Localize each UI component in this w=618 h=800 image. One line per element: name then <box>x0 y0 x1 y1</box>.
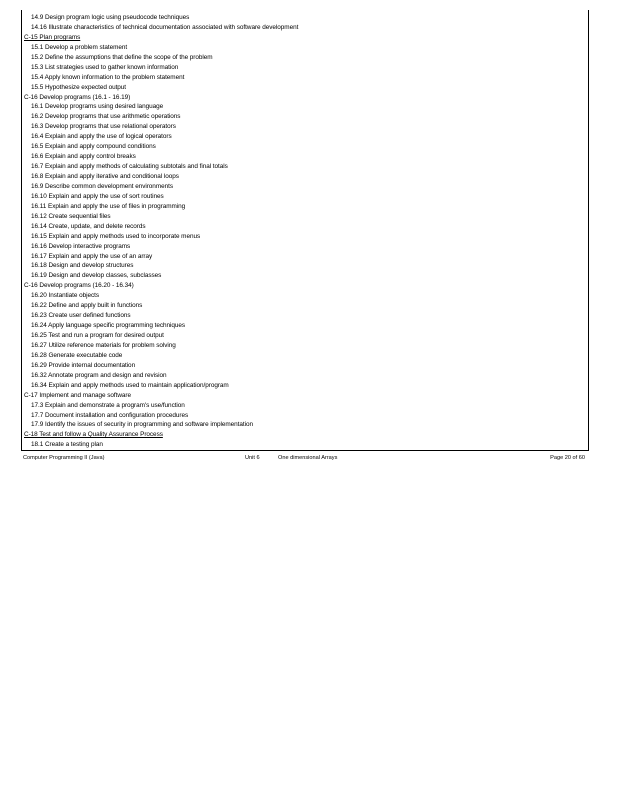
standard-item-text: 15.1 Develop a problem statement <box>31 43 128 51</box>
standard-item <box>22 222 588 232</box>
standard-item <box>22 73 588 83</box>
standard-item-text: 16.7 Explain and apply methods of calculating subtotals and final totals <box>31 163 228 171</box>
content-frame <box>21 10 589 451</box>
standard-item <box>22 202 588 212</box>
standard-item-text: 16.15 Explain and apply methods used to incorporate menus <box>31 232 201 240</box>
standard-item <box>22 152 588 162</box>
standard-item-text: 16.17 Explain and apply the use of an array <box>31 252 153 260</box>
standard-item <box>22 63 588 73</box>
standard-item <box>22 420 588 430</box>
competency-heading <box>22 391 588 401</box>
standard-item-text: 16.23 Create user defined functions <box>31 312 131 320</box>
standard-item-text: 16.18 Design and develop structures <box>31 262 134 270</box>
standard-item <box>22 232 588 242</box>
standard-item <box>22 371 588 381</box>
standard-item <box>22 182 588 192</box>
standard-item-text: 16.29 Provide internal documentation <box>31 361 136 369</box>
standard-item-text: 16.4 Explain and apply the use of logical operators <box>31 133 172 141</box>
standard-item <box>22 53 588 63</box>
standard-item <box>22 43 588 53</box>
footer-unit: Unit 6 <box>245 455 260 461</box>
standard-item-text: 15.4 Apply known information to the problem statement <box>31 73 185 81</box>
competency-heading-text: C-18 Test and follow a Quality Assurance Process <box>24 431 163 439</box>
standard-item <box>22 192 588 202</box>
standard-item-text: 16.16 Develop interactive programs <box>31 242 131 250</box>
standard-item-text: 16.6 Explain and apply control breaks <box>31 153 136 161</box>
competency-heading-text: C-16 Develop programs (16.20 - 16.34) <box>24 282 134 290</box>
standard-item <box>22 331 588 341</box>
standard-item-text: 16.34 Explain and apply methods used to maintain application/program <box>31 381 229 389</box>
standard-item <box>22 361 588 371</box>
standard-item-text: 16.12 Create sequential files <box>31 212 111 220</box>
standard-item <box>22 132 588 142</box>
standard-item-text: 17.7 Document installation and configuration procedures <box>31 411 189 419</box>
standard-item-text: 15.3 List strategies used to gather known information <box>31 63 179 71</box>
standard-item-text: 16.1 Develop programs using desired language <box>31 103 164 111</box>
standard-item-text: 16.2 Develop programs that use arithmetic operations <box>31 113 181 121</box>
competency-heading-text: C-15 Plan programs <box>24 33 81 41</box>
standard-item-text: 16.8 Explain and apply iterative and conditional loops <box>31 173 179 180</box>
standard-item-text: 16.22 Define and apply built in functions <box>31 302 143 310</box>
standard-item <box>22 242 588 252</box>
standard-item-text: 14.9 Design program logic using pseudocode techniques <box>31 14 190 21</box>
standard-item <box>22 112 588 122</box>
standard-item-text: 18.1 Create a testing plan <box>31 441 103 449</box>
standard-item <box>22 351 588 361</box>
standard-item-text: 16.11 Explain and apply the use of files in programming <box>31 202 186 210</box>
standard-item-text: 15.2 Define the assumptions that define the scope of the problem <box>31 53 213 61</box>
standard-item-text: 16.19 Design and develop classes, subclasses <box>31 272 162 280</box>
standard-item-text: 16.20 Instantiate objects <box>31 292 100 300</box>
competency-heading <box>22 33 588 43</box>
standards-list <box>22 13 588 450</box>
standard-item <box>22 13 588 23</box>
standard-item-text: 16.10 Explain and apply the use of sort routines <box>31 192 164 200</box>
standard-item <box>22 102 588 112</box>
standard-item <box>22 341 588 351</box>
standard-item <box>22 252 588 262</box>
standard-item <box>22 321 588 331</box>
footer-page-number: Page 20 of 60 <box>550 455 585 461</box>
standard-item <box>22 301 588 311</box>
competency-heading-text: C-17 Implement and manage software <box>24 391 131 399</box>
footer-course: Computer Programming II (Java) <box>23 455 105 461</box>
standard-item-text: 16.14 Create, update, and delete records <box>31 222 146 230</box>
standard-item-text: 15.5 Hypothesize expected output <box>31 83 127 91</box>
standard-item <box>22 271 588 281</box>
standard-item <box>22 311 588 321</box>
standard-item-text: 16.24 Apply language specific programming techniques <box>31 322 186 330</box>
standard-item <box>22 83 588 93</box>
standard-item <box>22 122 588 132</box>
standard-item <box>22 142 588 152</box>
standard-item <box>22 381 588 391</box>
footer-unit-title: One dimensional Arrays <box>278 455 338 461</box>
standard-item <box>22 162 588 172</box>
standard-item-text: 14.16 Illustrate characteristics of technical documentation associated with software development <box>31 23 299 31</box>
standard-item <box>22 172 588 182</box>
standard-item <box>22 411 588 421</box>
competency-heading <box>22 430 588 440</box>
standard-item <box>22 212 588 222</box>
standard-item <box>22 23 588 33</box>
standard-item-text: 16.3 Develop programs that use relational operators <box>31 123 176 131</box>
standard-item-text: 17.3 Explain and demonstrate a program's use/function <box>31 401 185 409</box>
standard-item-text: 16.25 Test and run a program for desired output <box>31 332 164 339</box>
standard-item-text: 16.9 Describe common development environments <box>31 182 173 190</box>
competency-heading <box>22 93 588 103</box>
standard-item-text: 16.5 Explain and apply compound conditions <box>31 143 156 151</box>
standard-item-text: 16.32 Annotate program and design and revision <box>31 371 167 379</box>
competency-heading-text: C-16 Develop programs (16.1 - 16.19) <box>24 93 131 101</box>
page-footer <box>21 453 589 463</box>
standard-item <box>22 401 588 411</box>
standard-item-text: 16.27 Utilize reference materials for problem solving <box>31 341 176 349</box>
standard-item-text: 16.28 Generate executable code <box>31 351 123 359</box>
competency-heading <box>22 281 588 291</box>
standard-item <box>22 261 588 271</box>
standard-item <box>22 440 588 450</box>
standard-item <box>22 291 588 301</box>
standard-item-text: 17.9 Identify the issues of security in programming and software implementation <box>31 421 253 429</box>
